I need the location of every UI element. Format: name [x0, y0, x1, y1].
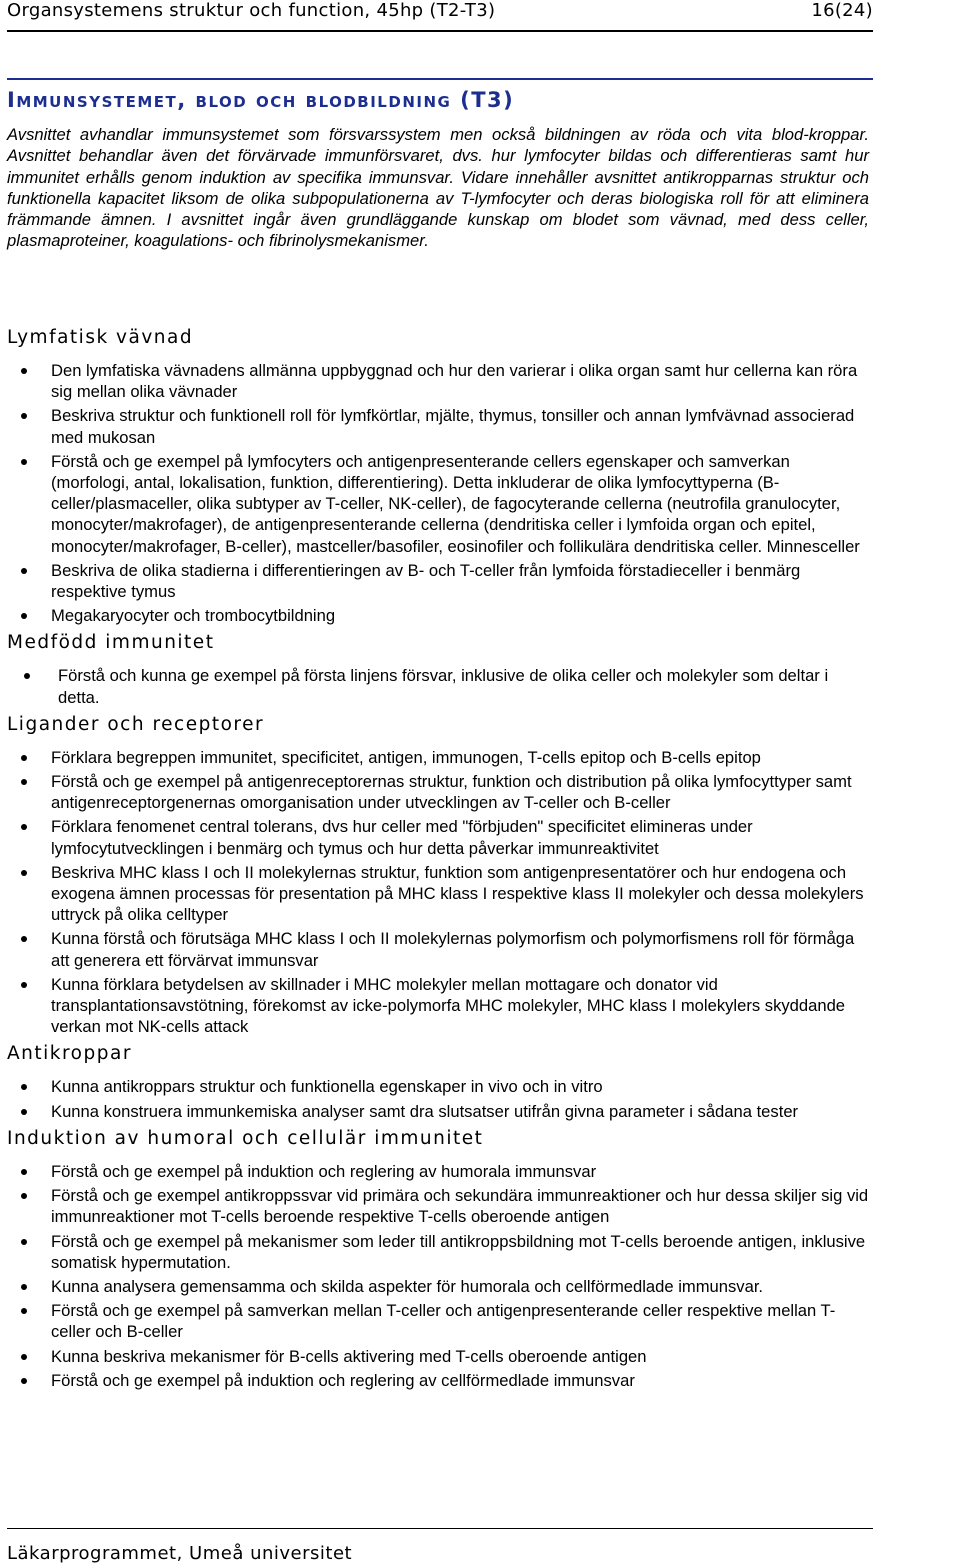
bullet-icon	[21, 755, 27, 761]
list-item-text: Kunna konstruera immunkemiska analyser samt dra slutsatser utifrån givna parameter i sådana tester	[51, 1101, 799, 1121]
list-item-text: Kunna förstå och förutsäga MHC klass I och II molekylernas polymorfism och polymorfismens roll för förmåga att generera ett förvärvat immunsvar	[51, 929, 855, 970]
list-item	[7, 451, 872, 557]
list-item	[7, 974, 872, 1038]
list-item	[7, 1185, 872, 1227]
bullet-icon	[21, 870, 27, 876]
list-item	[7, 816, 872, 858]
bullet-icon	[21, 613, 27, 619]
list-item	[7, 360, 872, 402]
subsection-title: Antikroppar	[7, 1043, 132, 1065]
subsection-antikroppar	[7, 1040, 872, 1121]
list-item	[7, 1101, 872, 1122]
bullet-icon	[21, 568, 27, 574]
list-item-text: Beskriva MHC klass I och II molekylernas struktur, funktion som antigenpresentatörer och hur endogena och exogena ämnen processas för presentation på MHC klass I respektive klass II molekyler och dessa molekylers uttryck på olika celltyper	[51, 862, 864, 925]
bullet-icon	[21, 982, 27, 988]
bullet-icon	[21, 1109, 27, 1115]
bullet-icon	[21, 413, 27, 419]
list-item	[7, 862, 872, 926]
list-item-text: Förstå och ge exempel på samverkan mellan T-celler och antigenpresenterande celler respektive mellan T-celler och B-celler	[51, 1301, 836, 1342]
objective-list	[7, 1076, 872, 1121]
list-item-text: Förklara fenomenet central tolerans, dvs hur celler med "förbjuden" specificitet elimineras under lymfocytutvecklingen i benmärg och tymus och hur detta påverkar immunreaktivitet	[51, 817, 753, 858]
list-item-text: Förstå och ge exempel på antigenreceptorernas struktur, funktion och distribution på olika lymfocyttyper samt antigenreceptorgenernas omorganisation under utvecklingen av T-celler och B-celler	[51, 772, 852, 813]
list-item-text: Förklara begreppen immunitet, specificitet, antigen, immunogen, T-cells epitop och B-cells epitop	[51, 747, 761, 767]
list-item	[7, 1346, 872, 1367]
subsection-title: Lymfatisk vävnad	[7, 327, 194, 348]
list-item-text: Förstå och kunna ge exempel på första linjens försvar, inklusive de olika celler och molekyler som deltar i detta.	[58, 666, 829, 707]
list-item	[7, 560, 872, 602]
list-item-text: Förstå och ge exempel på induktion och reglering av cellförmedlade immunsvar	[51, 1370, 635, 1390]
list-item	[7, 1300, 872, 1342]
learning-objectives	[7, 324, 872, 1394]
objective-list	[7, 360, 872, 626]
subsection-title: Induktion av humoral och cellulär immunitet	[7, 1127, 484, 1149]
list-item-text: Förstå och ge exempel på lymfocyters och antigenpresenterande cellers egenskaper och samverkan (morfologi, antal, lokalisation, funktion, differentiering). Detta inkluderar de olika lymfocyttyperna (B-celler/plasmaceller, olika subtyper av T-celler, NK-celler), de fagocyterande cellerna (neutrofila granulocyter, monocyter/makrofager), de antigenpresenterande cellerna (dendritiska celler i lymfoida organ och epitel, monocyter/makrofager, B-celler), mastceller/basofiler, eosinofiler och follikulära dendritiska celler. Minnesceller	[51, 451, 860, 556]
list-item	[7, 771, 872, 813]
list-item-text: Beskriva de olika stadierna i differentieringen av B- och T-celler från lymfoida förstadieceller i benmärg respektive tymus	[51, 560, 801, 602]
list-item-text: Megakaryocyter och trombocytbildning	[51, 606, 336, 626]
page-footer: Läkarprogrammet, Umeå universitet	[7, 1543, 353, 1564]
subsection-title: Ligander och receptorer	[7, 713, 265, 735]
list-item-text: Kunna analysera gemensamma och skilda aspekter för humorala och cellförmedlade immunsvar.	[51, 1276, 764, 1296]
list-item	[7, 747, 872, 768]
list-item-text: Beskriva struktur och funktionell roll för lymfkörtlar, mjälte, thymus, tonsiller och annan lymfvävnad associerad med mukosan	[51, 406, 855, 447]
bullet-icon	[21, 1378, 27, 1384]
bullet-icon	[21, 459, 27, 465]
bullet-icon	[21, 1239, 27, 1245]
document-title: Organsystemens struktur och function, 45hp (T2-T3)	[7, 0, 496, 21]
list-item	[7, 1370, 872, 1391]
bullet-icon	[21, 1169, 27, 1175]
list-item-text: Kunna förklara betydelsen av skillnader i MHC molekyler mellan mottagare och donator vid transplantationsavstötning, förekomst av icke-polymorfa MHC molekyler, MHC klass I molekylers skyddande verkan mot NK-cells attack	[51, 974, 846, 1037]
subsection-induktion	[7, 1125, 872, 1391]
list-item	[7, 1231, 872, 1273]
bullet-icon	[21, 1354, 27, 1360]
section-title: Immunsystemet, blod och blodbildning (T3)	[7, 88, 515, 112]
bullet-icon	[21, 1308, 27, 1314]
bullet-icon	[21, 368, 27, 374]
bullet-icon	[21, 1084, 27, 1090]
list-item	[7, 405, 872, 447]
list-item-text: Förstå och ge exempel antikroppssvar vid primära och sekundära immunreaktioner och hur dessa skiljer sig vid immunreaktioner mot T-cells beroende respektive T-cells oberoende antigen	[51, 1186, 869, 1227]
subsection-ligander-och-receptorer	[7, 711, 872, 1038]
list-item-text: Förstå och ge exempel på induktion och reglering av humorala immunsvar	[51, 1161, 597, 1181]
list-item-text: Förstå och ge exempel på mekanismer som leder till antikroppsbildning mot T-cells beroende antigen, inklusive somatisk hypermutation.	[51, 1231, 866, 1272]
list-item	[7, 1076, 872, 1097]
list-item	[7, 665, 872, 707]
list-item-text: Den lymfatiska vävnadens allmänna uppbyggnad och hur den varierar i olika organ samt hur cellerna kan röra sig mellan olika vävnader	[51, 361, 858, 402]
bullet-icon	[21, 824, 27, 830]
objective-list	[7, 1161, 872, 1391]
footer-divider	[7, 1528, 873, 1529]
list-item	[7, 928, 872, 970]
subsection-title: Medfödd immunitet	[7, 632, 215, 654]
bullet-icon	[24, 673, 30, 679]
list-item	[7, 1276, 872, 1297]
list-item	[7, 605, 872, 626]
subsection-medfodd-immunitet	[7, 629, 872, 707]
bullet-icon	[21, 1284, 27, 1290]
list-item-text: Kunna beskriva mekanismer för B-cells aktivering med T-cells oberoende antigen	[51, 1346, 647, 1366]
bullet-icon	[21, 936, 27, 942]
objective-list	[7, 747, 872, 1038]
subsection-lymfatisk-vavnad	[7, 324, 872, 626]
objective-list	[7, 665, 872, 707]
section-divider	[7, 78, 873, 80]
bullet-icon	[21, 1193, 27, 1199]
list-item-text: Kunna antikroppars struktur och funktionella egenskaper in vivo och in vitro	[51, 1077, 603, 1097]
bullet-icon	[21, 779, 27, 785]
page-header	[7, 0, 873, 32]
list-item	[7, 1161, 872, 1182]
section-intro: Avsnittet avhandlar immunsystemet som försvarssystem men också bildningen av röda och vita blod-kroppar. Avsnittet behandlar även det förvärvade immunförsvaret, dvs. hur lymfocyter bildas och differentieras samt hur immunitet erhålls genom induktion av specifika immunsvar. Vidare innehåller avsnittet antikropparnas struktur och funktionella kapacitet liksom de olika subpopulationerna av T-lymfocyter och deras biologiska roll för att eliminera främmande ämnen. I avsnittet ingår även grundläggande kunskap om blodet som vävnad, med dess celler, plasmaproteiner, koagulations- och fibrinolysmekanismer.	[7, 125, 869, 251]
page-number: 16(24)	[811, 0, 873, 21]
